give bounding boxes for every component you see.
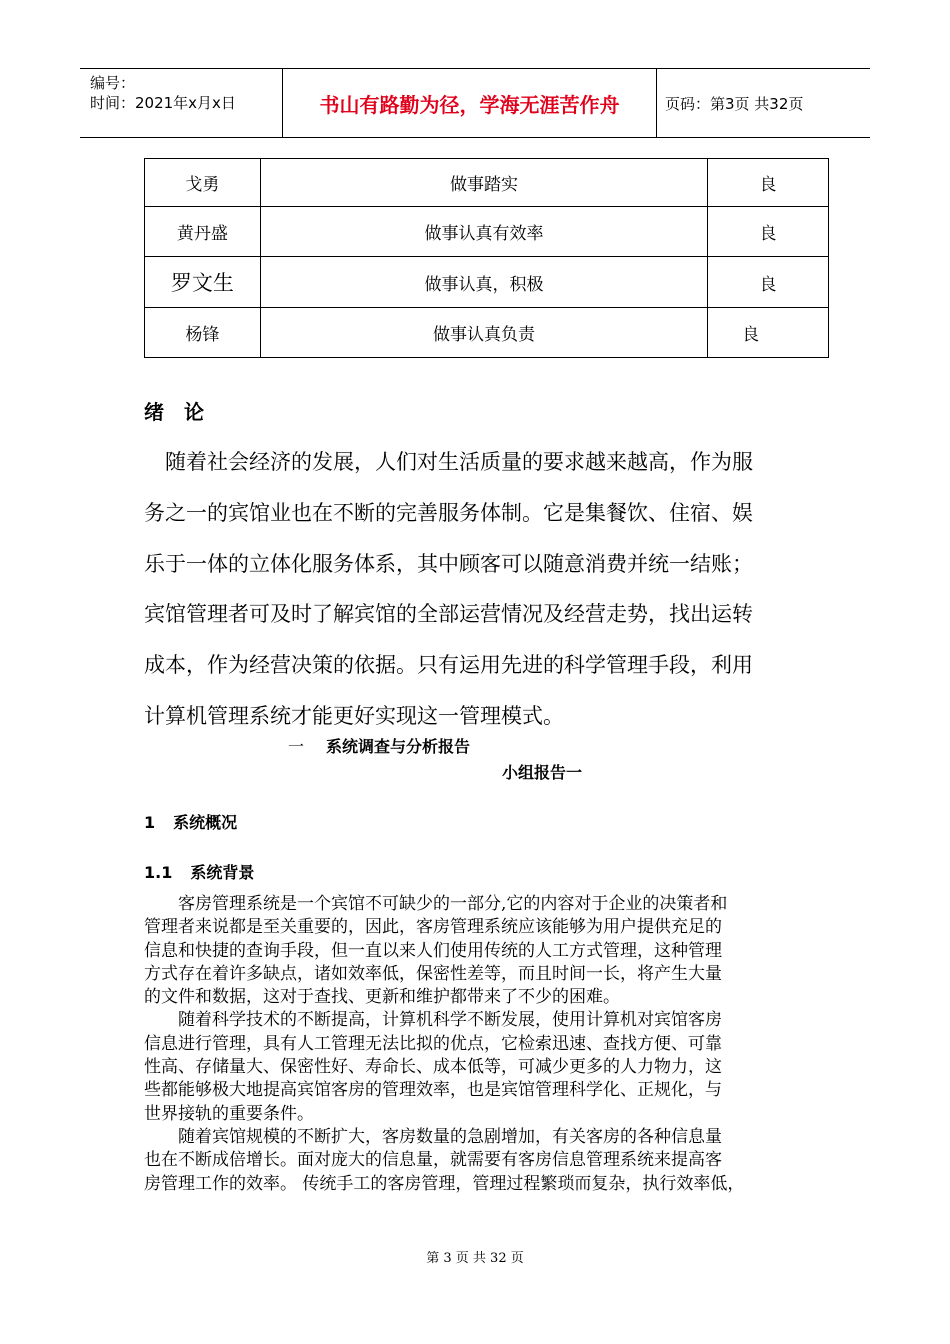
member-grade: 良 [708,159,829,207]
body-line: 方式存在着许多缺点，诸如效率低，保密性差等，而且时间一长，将产生大量 [144,963,722,984]
chapter-number: 一 [288,737,305,756]
intro-title: 绪论 [144,400,224,424]
member-grade: 良 [708,308,829,358]
table-row [145,159,829,207]
chapter-title: 系统调查与分析报告 [326,737,471,756]
member-name: 杨锋 [145,308,261,358]
table-row [145,257,829,308]
body-line: 房管理工作的效率。 传统手工的客房管理，管理过程繁琐而复杂，执行效率低， [144,1173,745,1194]
subsection-number: 1.1 [144,863,173,882]
header-number-label: 编号： [90,74,136,92]
intro-line: 务之一的宾馆业也在不断的完善服务体制。它是集餐饮、住宿、娱 [144,500,753,525]
body-text [144,893,812,1196]
header-meta [80,69,283,137]
page-footer: 第 3 页 共 32 页 [426,1251,524,1266]
header-date-label: 时间：2021年x月x日 [90,94,236,112]
intro-line: 乐于一体的立体化服务体系，其中顾客可以随意消费并统一结账； [144,551,753,576]
member-grade: 良 [708,257,829,308]
member-comment: 做事认真负责 [260,308,707,358]
section-heading [144,810,237,833]
intro-paragraph [144,437,804,742]
body-line: 随着宾馆规模的不断扩大，客房数量的急剧增加，有关客房的各种信息量 [178,1126,722,1147]
body-line: 信息进行管理，具有人工管理无法比拟的优点，它检索迅速、查找方便、可靠 [144,1033,722,1054]
table-row [145,207,829,257]
member-comment: 做事踏实 [260,159,707,207]
body-line: 些都能够极大地提高宾馆客房的管理效率，也是宾馆管理科学化、正规化，与 [144,1080,722,1101]
body-line: 随着科学技术的不断提高，计算机科学不断发展，使用计算机对宾馆客房 [178,1010,722,1031]
evaluation-table [144,158,829,358]
page-header [80,68,870,138]
intro-line: 随着社会经济的发展，人们对生活质量的要求越来越高，作为服 [165,450,753,474]
member-name: 罗文生 [145,257,261,308]
body-line: 世界接轨的重要条件。 [144,1103,314,1124]
subsection-heading [144,860,254,883]
intro-line: 宾馆管理者可及时了解宾馆的全部运营情况及经营走势，找出运转 [144,602,753,627]
section-title: 系统概况 [173,813,238,832]
table-row [145,308,829,358]
intro-line: 成本，作为经营决策的依据。只有运用先进的科学管理手段，利用 [144,653,753,678]
intro-line: 计算机管理系统才能更好实现这一管理模式。 [144,703,564,728]
body-line: 性高、存储量大、保密性好、寿命长、成本低等，可减少更多的人力物力，这 [144,1057,722,1078]
member-comment: 做事认真，积极 [260,257,707,308]
member-name: 戈勇 [145,159,261,207]
member-name: 黄丹盛 [145,207,261,257]
subsection-title: 系统背景 [190,863,255,882]
member-grade: 良 [708,207,829,257]
body-line: 客房管理系统是一个宾馆不可缺少的一部分,它的内容对于企业的决策者和 [178,894,728,914]
section-number: 1 [144,813,156,832]
chapter-heading [288,734,470,757]
member-comment: 做事认真有效率 [260,207,707,257]
chapter-subtitle: 小组报告一 [502,763,583,782]
body-line: 信息和快捷的查询手段，但一直以来人们使用传统的人工方式管理，这种管理 [144,940,722,961]
body-line: 也在不断成倍增长。面对庞大的信息量，就需要有客房信息管理系统来提高客 [144,1150,722,1171]
body-line: 管理者来说都是至关重要的，因此，客房管理系统应该能够为用户提供充足的 [144,917,722,938]
header-motto: 书山有路勤为径，学海无涯苦作舟 [283,69,657,137]
body-line: 的文件和数据，这对于查找、更新和维护都带来了不少的困难。 [144,987,620,1008]
header-page-label: 页码：第3页 共32页 [665,94,804,113]
